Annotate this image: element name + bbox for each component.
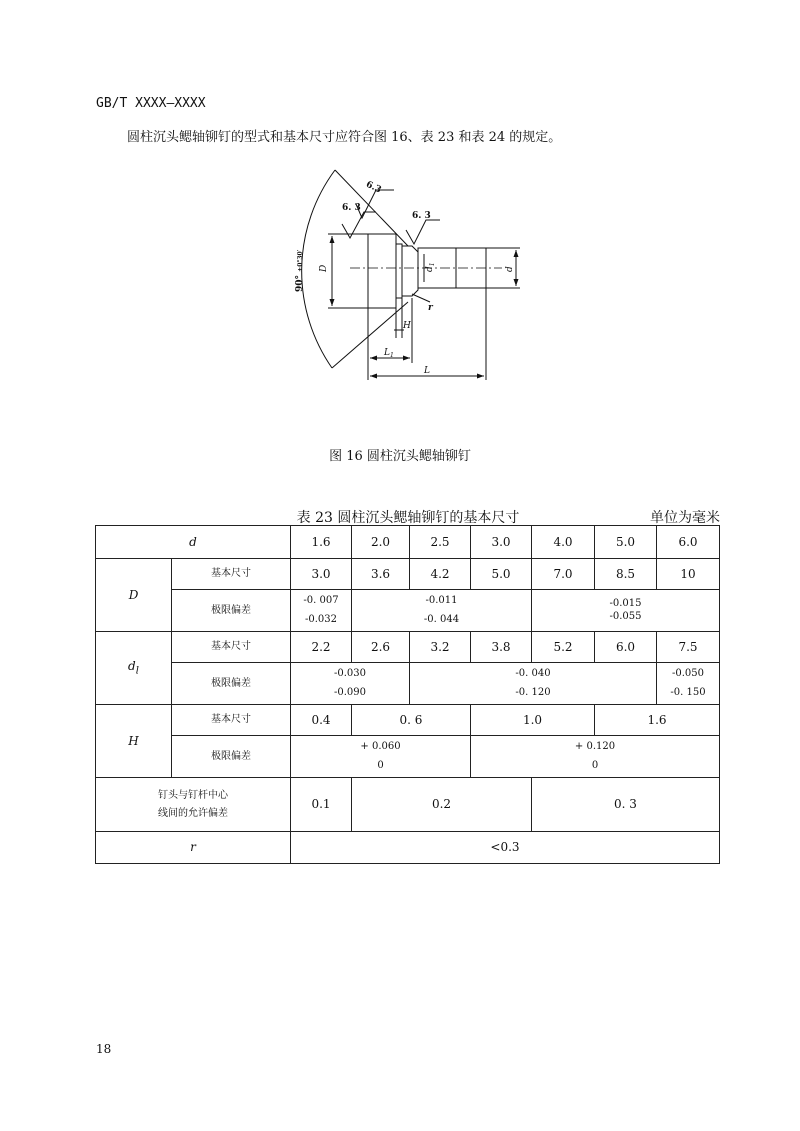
tolerance-label: 极限偏差 bbox=[172, 736, 291, 778]
nominal-label: 基本尺寸 bbox=[172, 632, 291, 663]
d1-nominal-cell: 3.8 bbox=[471, 632, 532, 663]
d-cell: 2.5 bbox=[410, 526, 471, 559]
H-nominal-cell: 1.6 bbox=[595, 705, 720, 736]
d-cell: 1.6 bbox=[291, 526, 352, 559]
D-nominal-cell: 8.5 bbox=[595, 559, 657, 590]
row-label-offset: 钉头与钉杆中心 线间的允许偏差 bbox=[96, 778, 291, 832]
row-label-D: D bbox=[96, 559, 172, 632]
dim-label-d1: $d_1$ bbox=[425, 262, 436, 272]
table-row-H-tolerance bbox=[96, 736, 720, 778]
r-leader bbox=[412, 294, 430, 302]
dim-label-r: r bbox=[428, 303, 433, 313]
table-row-H-nominal bbox=[96, 705, 720, 736]
D-nominal-cell: 4.2 bbox=[410, 559, 471, 590]
standard-code: GB/T XXXX—XXXX bbox=[96, 96, 206, 111]
H-nominal-cell: 1.0 bbox=[471, 705, 595, 736]
row-label-H: H bbox=[96, 705, 172, 778]
roughness-label-a: 6.3 bbox=[364, 179, 383, 196]
r-cell: <0.3 bbox=[291, 832, 720, 864]
table-row-D-tolerance bbox=[96, 590, 720, 632]
page-number: 18 bbox=[96, 1042, 112, 1056]
H-nominal-cell: 0.4 bbox=[291, 705, 352, 736]
table-row-offset bbox=[96, 778, 720, 832]
table-row-D-nominal bbox=[96, 559, 720, 590]
d1-tolerance-cell: -0. 040 -0. 120 bbox=[410, 663, 657, 705]
tolerance-label: 极限偏差 bbox=[172, 590, 291, 632]
d-cell: 2.0 bbox=[352, 526, 410, 559]
D-tolerance-cell: -0.011 -0. 044 bbox=[352, 590, 532, 632]
d1-tolerance-cell: -0.030 -0.090 bbox=[291, 663, 410, 705]
table-row-d1-nominal bbox=[96, 632, 720, 663]
D-nominal-cell: 7.0 bbox=[532, 559, 595, 590]
offset-cell: 0.2 bbox=[352, 778, 532, 832]
d-cell: 4.0 bbox=[532, 526, 595, 559]
d1-nominal-cell: 3.2 bbox=[410, 632, 471, 663]
row-label-r: r bbox=[96, 832, 291, 864]
tolerance-label: 极限偏差 bbox=[172, 663, 291, 705]
roughness-symbol-a bbox=[356, 190, 394, 218]
d1-nominal-cell: 6.0 bbox=[595, 632, 657, 663]
D-nominal-cell: 3.0 bbox=[291, 559, 352, 590]
D-nominal-cell: 10 bbox=[657, 559, 720, 590]
rivet-neck bbox=[396, 244, 402, 298]
D-nominal-cell: 5.0 bbox=[471, 559, 532, 590]
dim-label-D: D bbox=[319, 264, 329, 272]
nominal-label: 基本尺寸 bbox=[172, 705, 291, 736]
d-cell: 6.0 bbox=[657, 526, 720, 559]
table-unit: 单位为毫米 bbox=[650, 510, 720, 526]
H-tolerance-cell: + 0.120 0 bbox=[471, 736, 720, 778]
offset-cell: 0. 3 bbox=[532, 778, 720, 832]
angle-label: 90° +0°30′ bbox=[295, 249, 305, 292]
H-tolerance-cell: + 0.060 0 bbox=[291, 736, 471, 778]
roughness-label-c: 6. 3 bbox=[412, 211, 431, 221]
row-label-d: d bbox=[96, 526, 291, 559]
nominal-label: 基本尺寸 bbox=[172, 559, 291, 590]
d-cell: 3.0 bbox=[471, 526, 532, 559]
figure-caption: 图 16 圆柱沉头鳃轴铆钉 bbox=[329, 449, 471, 464]
dim-label-d: d bbox=[505, 266, 515, 272]
D-tolerance-cell: -0. 007 -0.032 bbox=[291, 590, 352, 632]
table-title: 表 23 圆柱沉头鳃轴铆钉的基本尺寸 bbox=[296, 510, 520, 526]
d1-tolerance-cell: -0.050 -0. 150 bbox=[657, 663, 720, 705]
rivet-taper bbox=[402, 246, 418, 296]
D-nominal-cell: 3.6 bbox=[352, 559, 410, 590]
roughness-label-b: 6. 3 bbox=[342, 203, 361, 213]
offset-cell: 0.1 bbox=[291, 778, 352, 832]
d1-nominal-cell: 2.2 bbox=[291, 632, 352, 663]
rivet-head bbox=[368, 234, 396, 308]
dim-label-L1: $L_1$ bbox=[384, 348, 394, 359]
table-row-r bbox=[96, 832, 720, 864]
table-row-d1-tolerance bbox=[96, 663, 720, 705]
H-nominal-cell: 0. 6 bbox=[352, 705, 471, 736]
dim-label-H: H bbox=[403, 321, 411, 331]
d1-nominal-cell: 5.2 bbox=[532, 632, 595, 663]
d1-nominal-cell: 2.6 bbox=[352, 632, 410, 663]
dim-label-L: L bbox=[424, 366, 430, 376]
dimensions-table bbox=[95, 525, 720, 864]
roughness-symbol-c bbox=[406, 220, 440, 244]
table-row-d bbox=[96, 526, 720, 559]
d-cell: 5.0 bbox=[595, 526, 657, 559]
rivet-drawing bbox=[290, 168, 530, 388]
D-tolerance-cell: -0.015 -0.055 bbox=[532, 590, 720, 632]
d1-nominal-cell: 7.5 bbox=[657, 632, 720, 663]
intro-paragraph: 圆柱沉头鳃轴铆钉的型式和基本尺寸应符合图 16、表 23 和表 24 的规定。 bbox=[127, 130, 562, 145]
row-label-d1: $d_l$ bbox=[96, 632, 172, 705]
